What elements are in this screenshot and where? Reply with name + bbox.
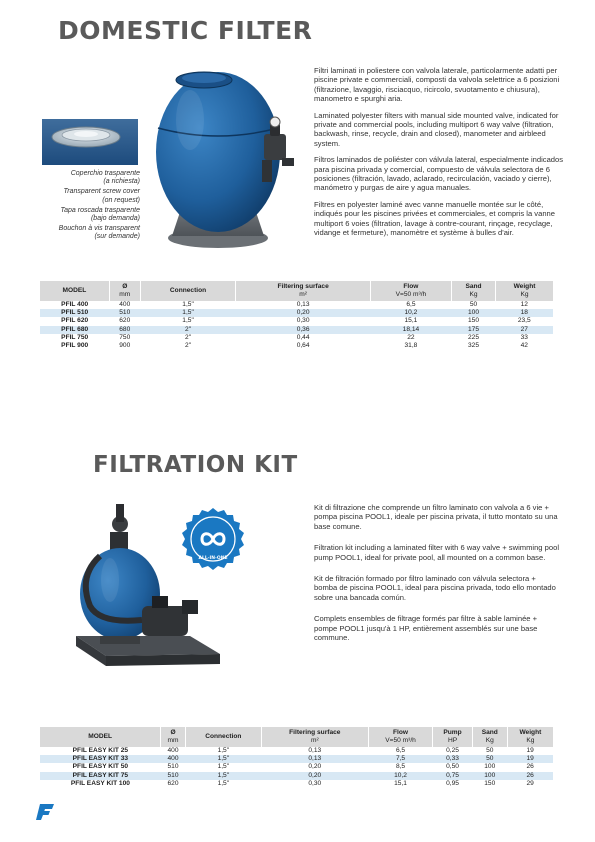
- table-cell: 400: [119, 301, 131, 308]
- column-header: [185, 727, 261, 747]
- table-cell: 50: [469, 301, 478, 308]
- column-header: [161, 727, 186, 747]
- domestic-filter-image: [146, 60, 296, 252]
- column-header: [109, 281, 140, 301]
- column-header-unit: Kg: [526, 737, 535, 744]
- model-cell: PFIL 900: [61, 342, 89, 350]
- table-cell: 10,2: [368, 772, 433, 780]
- model-cell: PFIL EASY KIT 25: [72, 747, 129, 754]
- column-header-label: Weight: [513, 283, 536, 290]
- table-cell: 1,5": [182, 317, 194, 325]
- description-fr: Filtres en polyester laminé avec vanne manuelle montée sur le côté, indiqués pour les piscines privées et commerciales, et compris la vanne multiport 6 voies (filtration, lavage à contre-courant, rinçage, recyclage, vidange et fermeture), manomètre et système à bulles d'air.: [314, 199, 556, 238]
- table-cell: 0,75: [433, 772, 472, 780]
- column-header-label: Sand: [481, 729, 498, 736]
- kit-description-en: Filtration kit including a laminated filter with 6 way valve + swimming pool pump POOL1, ideal for private pool, all mounted on a common base.: [314, 543, 560, 562]
- caption-es-line2: (bajo demanda): [90, 215, 140, 223]
- table-cell: 175: [452, 326, 496, 334]
- transparent-cover-image: [42, 119, 138, 165]
- column-header-label: Filtering surface: [289, 729, 341, 736]
- column-header-unit: V=50 m³/h: [395, 291, 427, 298]
- column-header-label: Ø: [170, 729, 176, 736]
- table-cell: 1,5": [182, 301, 194, 308]
- column-header-label: Flow: [393, 729, 409, 736]
- column-header-unit: HP: [447, 737, 458, 744]
- column-header: [261, 727, 368, 747]
- table-cell: 680: [109, 326, 140, 334]
- model-cell: PFIL EASY KIT 75: [40, 772, 161, 780]
- table-cell: 900: [119, 342, 131, 350]
- table-row: [40, 747, 553, 755]
- table-cell: 0,20: [308, 763, 322, 771]
- caption-en-line2: (on request): [102, 196, 140, 204]
- table-header-row: [40, 727, 553, 747]
- column-header: [507, 727, 553, 747]
- table-cell: 100: [472, 772, 507, 780]
- table-cell: 22: [407, 333, 415, 341]
- table-cell: 26: [526, 763, 534, 771]
- table-cell: 0,20: [261, 772, 368, 780]
- column-header-label: Connection: [205, 733, 242, 740]
- table-cell: 10,2: [370, 309, 451, 317]
- column-header: [370, 281, 451, 301]
- page-title-domestic-filter: DOMESTIC FILTER: [58, 16, 313, 45]
- column-header-unit: m²: [299, 291, 307, 298]
- column-header: [433, 727, 472, 747]
- table-cell: 150: [484, 779, 496, 787]
- model-cell: PFIL EASY KIT 100: [70, 779, 130, 787]
- cover-caption: [30, 170, 140, 242]
- column-header-unit: V=50 m³/h: [385, 737, 416, 744]
- table-cell: 100: [452, 309, 496, 317]
- table-cell: 510: [161, 772, 186, 780]
- table-row: [40, 309, 553, 317]
- table-cell: 510: [109, 309, 140, 317]
- column-header: [472, 727, 507, 747]
- model-cell: PFIL EASY KIT 33: [40, 755, 161, 763]
- column-header-unit: m²: [310, 737, 319, 744]
- column-header-label: Sand: [465, 283, 482, 290]
- table-row: [40, 780, 553, 788]
- table-cell: 1,5": [185, 772, 261, 780]
- table-row: [40, 755, 553, 763]
- column-header-label: MODEL: [88, 733, 113, 740]
- kit-description-es: Kit de filtración formado por filtro laminado con válvula selectora + bomba de piscina POOL1, ideal para piscina privada, todo ello montado sobre una bancada común.: [314, 574, 556, 602]
- table-cell: 0,95: [446, 779, 459, 787]
- table-cell: 0,44: [296, 333, 310, 341]
- table-cell: 0,25: [446, 747, 459, 754]
- column-header: [236, 281, 370, 301]
- kit-description-it: Kit di filtrazione che comprende un filtro laminato con valvola a 6 vie + pompa piscina POOL1, ideale per piscina privata, il tutto montato su una base comune.: [314, 503, 558, 531]
- table-cell: 18: [496, 309, 554, 317]
- model-cell: PFIL 620: [61, 317, 89, 325]
- table-cell: 8,5: [395, 763, 406, 771]
- table-header-row: [40, 281, 553, 301]
- column-header-unit: Kg: [520, 291, 529, 298]
- table-row: [40, 317, 553, 325]
- column-header-label: Weight: [519, 729, 542, 736]
- table-cell: 1,5": [217, 747, 230, 754]
- model-cell: PFIL EASY KIT 50: [72, 763, 129, 771]
- table-row: [40, 334, 553, 342]
- caption-it-line1: Coperchio trasparente: [70, 170, 140, 177]
- table-row: [40, 326, 553, 334]
- table-cell: 6,5: [406, 301, 416, 308]
- description-en: Laminated polyester filters with manual side mounted valve, indicated for private and commercial pools, including multiport 6 way valve (filtration, backwash, rinse, recycle, drain and closed), manometer and airbleed system.: [314, 110, 559, 148]
- column-header: [368, 727, 433, 747]
- column-header: [40, 281, 109, 301]
- table-cell: 150: [468, 317, 480, 325]
- column-header: [140, 281, 236, 301]
- table-row: [40, 301, 553, 309]
- column-header-label: Flow: [403, 283, 419, 290]
- table-cell: 0,64: [296, 342, 310, 350]
- column-header: [496, 281, 554, 301]
- description-it: Filtri laminati in poliestere con valvola laterale, particolarmente adatti per piscine private e commerciali, composti da valvola selettrice a 6 posizioni (filtrazione, lavaggio, risciacquo, ricircolo, svuotamento e chiusura), manometro e spurghi aria.: [314, 66, 560, 104]
- column-header-unit: Kg: [469, 291, 478, 298]
- table-row: [40, 763, 553, 771]
- column-header: [40, 727, 161, 747]
- table-cell: 12: [520, 301, 528, 308]
- domestic-filter-spec-table: [40, 281, 553, 350]
- column-header-label: Filtering surface: [277, 283, 329, 290]
- table-cell: 29: [526, 779, 534, 787]
- column-header-label: Pump: [443, 729, 462, 736]
- caption-fr-line1: Bouchon à vis transparent: [58, 225, 140, 233]
- model-cell: PFIL 510: [40, 309, 109, 317]
- table-cell: 1,5": [217, 763, 230, 771]
- table-cell: 15,1: [404, 317, 418, 325]
- column-header-unit: mm: [167, 737, 179, 744]
- table-cell: 0,36: [236, 326, 370, 334]
- table-cell: 2": [185, 333, 192, 341]
- table-cell: 7,5: [368, 755, 433, 763]
- column-header: [452, 281, 496, 301]
- filtration-kit-spec-table: [40, 727, 553, 788]
- table-cell: 26: [507, 772, 553, 780]
- table-cell: 0,13: [296, 301, 310, 308]
- table-cell: 1,5": [217, 779, 230, 787]
- column-header-label: Connection: [169, 287, 207, 294]
- column-header-label: MODEL: [62, 287, 87, 294]
- table-cell: 620: [167, 779, 179, 787]
- table-cell: 620: [119, 317, 131, 325]
- model-cell: PFIL 680: [40, 326, 109, 334]
- table-cell: 1,5": [185, 755, 261, 763]
- all-in-one-seal-badge: [180, 506, 246, 572]
- caption-es-line1: Tapa roscada trasparente: [60, 206, 140, 214]
- table-row: [40, 772, 553, 780]
- table-cell: 19: [526, 747, 534, 754]
- table-cell: 0,13: [261, 755, 368, 763]
- brand-logo-icon: [36, 802, 56, 822]
- table-cell: 2": [140, 326, 236, 334]
- table-cell: 400: [161, 755, 186, 763]
- table-cell: 42: [520, 342, 528, 350]
- table-cell: 1,5": [140, 309, 236, 317]
- table-cell: 31,8: [404, 342, 418, 350]
- table-cell: 33: [520, 333, 528, 341]
- table-cell: 50: [472, 755, 507, 763]
- model-cell: PFIL 400: [61, 301, 89, 308]
- caption-en-line1: Transparent screw cover: [63, 188, 140, 196]
- description-es: Filtros laminados de poliéster con válvula lateral, especialmente indicados para piscina privada y comercial, compuesto de válvula selectora de 6 posiciones (filtración, lavado, aclarado, recirculación, vaciado y cierre), manómetro y purgas de aire y agua manuales.: [314, 155, 564, 193]
- section-title-filtration-kit: FILTRATION KIT: [93, 452, 298, 478]
- table-cell: 19: [507, 755, 553, 763]
- table-cell: 100: [484, 763, 496, 771]
- kit-description-fr: Complets ensembles de filtrage formés par filtre à sable laminée + pompe POOL1 jusqu'à 1 HP, entièrement assemblés sur une base commune.: [314, 614, 538, 643]
- model-cell: PFIL 750: [61, 333, 89, 341]
- table-row: [40, 342, 553, 350]
- table-cell: 50: [486, 747, 494, 754]
- table-cell: 750: [119, 333, 131, 341]
- table-cell: 400: [167, 747, 179, 754]
- table-cell: 18,14: [370, 326, 451, 334]
- filtration-kit-description: [314, 503, 560, 654]
- column-header-unit: Kg: [485, 737, 494, 744]
- table-cell: 6,5: [395, 747, 406, 754]
- column-header-label: Ø: [122, 283, 128, 290]
- table-cell: 0,13: [308, 747, 322, 754]
- caption-it-line2: (a richiesta): [103, 178, 140, 186]
- table-cell: 15,1: [394, 779, 407, 787]
- caption-fr-line2: (sur demande): [94, 233, 140, 241]
- table-cell: 510: [167, 763, 179, 771]
- table-cell: 0,20: [236, 309, 370, 317]
- table-cell: 225: [468, 333, 480, 341]
- seal-text: ALL-IN-ONE: [198, 556, 228, 561]
- table-cell: 0,30: [296, 317, 310, 325]
- table-cell: 0,50: [446, 763, 459, 771]
- table-cell: 2": [185, 342, 192, 350]
- table-cell: 0,33: [433, 755, 472, 763]
- table-cell: 27: [496, 326, 554, 334]
- table-cell: 0,30: [308, 779, 322, 787]
- table-cell: 23,5: [517, 317, 531, 325]
- table-cell: 325: [468, 342, 480, 350]
- column-header-unit: mm: [119, 291, 131, 298]
- domestic-filter-description: [314, 66, 572, 245]
